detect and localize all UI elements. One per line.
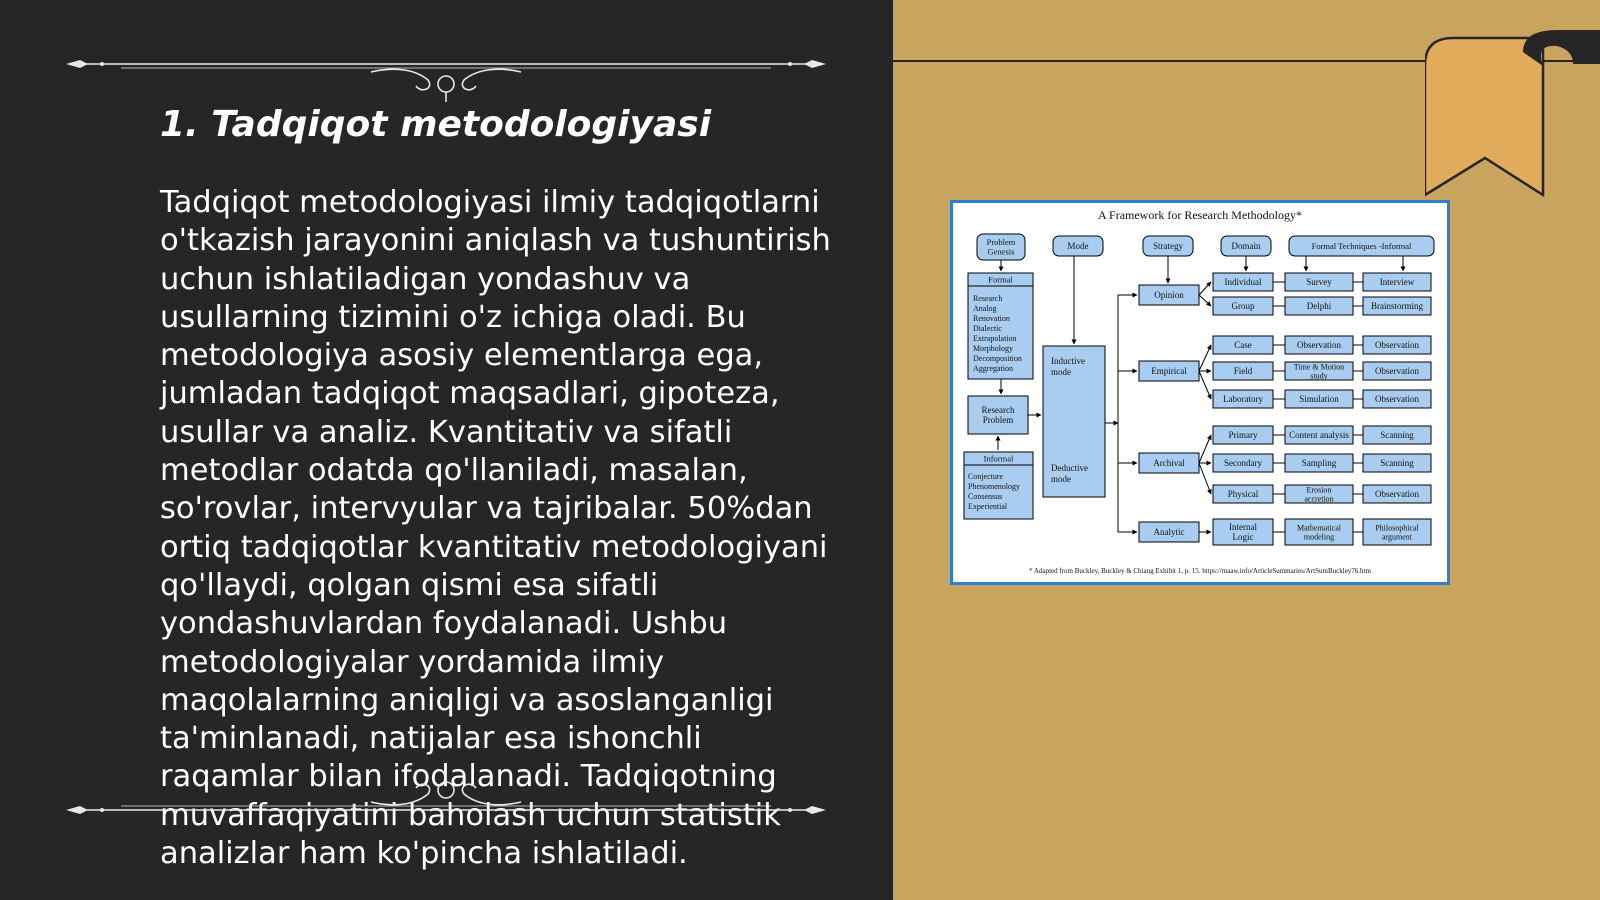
domain-5-label: Primary (1228, 430, 1258, 441)
formal-item: Decomposition (973, 354, 1022, 363)
header-strategy-label: Strategy (1153, 241, 1183, 252)
strategy-1-label: Empirical (1151, 366, 1187, 377)
formal-item: Dialectic (973, 324, 1002, 333)
informal-item: Experiential (968, 502, 1008, 511)
strategy-3-label: Analytic (1153, 527, 1185, 538)
bottom-ornament (66, 772, 826, 832)
diagram-canvas (953, 203, 1447, 582)
domain-8-label: Internal (1229, 522, 1257, 533)
formal-item: Research (973, 294, 1003, 303)
formal-technique-5-label: Content analysis (1289, 430, 1349, 441)
domain-7-label: Physical (1227, 489, 1259, 500)
domain-6-label: Secondary (1224, 458, 1262, 469)
formal-technique-8-label: modeling (1303, 532, 1335, 542)
research-methodology-diagram (950, 200, 1450, 585)
domain-2-label: Case (1234, 340, 1252, 351)
formal-technique-1-label: Delphi (1306, 301, 1332, 312)
header-mode-label: Mode (1067, 241, 1089, 252)
formal-item: Morphology (973, 344, 1013, 353)
formal-technique-7-label: Erosion (1306, 485, 1332, 495)
domain-8-label: Logic (1232, 532, 1254, 543)
informal-technique-8-label: Philosophical (1375, 523, 1419, 533)
formal-item: Analog (973, 304, 997, 313)
slide-title: 1. Tadqiqot metodologiyasi (160, 104, 712, 145)
informal-technique-4-label: Observation (1375, 394, 1419, 405)
header-domain-label: Domain (1231, 241, 1261, 252)
informal-technique-6-label: Scanning (1380, 458, 1414, 469)
formal-technique-6-label: Sampling (1301, 458, 1337, 469)
informal-item: Conjecture (968, 472, 1004, 481)
formal-technique-3-label: study (1310, 371, 1328, 381)
formal-technique-0-label: Survey (1306, 277, 1332, 288)
domain-3-label: Field (1233, 366, 1253, 377)
strategy-0-label: Opinion (1154, 290, 1184, 301)
connector-line (1199, 282, 1211, 295)
diagram-footnote: * Adapted from Buckley, Buckley & Chiang Exhibit 1, p. 15. https://maaw.info/ArticleSummaries/ArtSumBuckley76.htm (1029, 567, 1371, 575)
deductive-label: Deductive (1051, 463, 1088, 473)
informal-technique-1-label: Brainstorming (1371, 301, 1423, 312)
informal-technique-2-label: Observation (1375, 340, 1419, 351)
informal-technique-0-label: Interview (1379, 277, 1415, 288)
deductive-label: mode (1051, 474, 1071, 484)
informal-item: Consensus (968, 492, 1003, 501)
domain-4-label: Laboratory (1223, 394, 1263, 405)
formal-label-label: Formal (988, 274, 1013, 285)
formal-technique-7-label: accretion (1304, 494, 1334, 504)
strategy-2-label: Archival (1153, 458, 1185, 469)
formal-technique-4-label: Simulation (1299, 394, 1339, 405)
header-problem-genesis-label: Genesis (987, 246, 1015, 257)
top-ornament (66, 42, 826, 102)
informal-technique-8-label: argument (1381, 532, 1413, 542)
connector-line (1199, 435, 1211, 463)
inductive-label: mode (1051, 367, 1071, 377)
connector-line (1199, 295, 1211, 306)
header-problem-genesis-label: Problem (986, 237, 1016, 248)
formal-technique-2-label: Observation (1297, 340, 1341, 351)
research-problem-label: Research (981, 405, 1015, 416)
formal-item: Renovation (973, 314, 1010, 323)
bookmark-ribbon (1425, 30, 1600, 205)
formal-item: Extrapolation (973, 334, 1017, 343)
formal-item: Aggregation (973, 364, 1013, 373)
formal-technique-8-label: Mathematical (1297, 523, 1341, 533)
domain-1-label: Group (1231, 301, 1255, 312)
research-problem-label: Problem (982, 415, 1014, 426)
connector-line (1199, 345, 1211, 371)
informal-technique-3-label: Observation (1375, 366, 1419, 377)
informal-technique-7-label: Observation (1375, 489, 1419, 500)
header-techniques-label: Formal Techniques -Informal (1311, 240, 1412, 251)
informal-item: Phenomenology (968, 482, 1020, 491)
slide-body-text: Tadqiqot metodologiyasi ilmiy tadqiqotlarni o'tkazish jarayonini aniqlash va tushuntirish uchun ishlatiladigan yondashuv va usullarning tizimini o'z ichiga oladi. Bu metodologiya asosiy elementlarga ega, jumladan tadqiqot maqsadlari, gipoteza, usullar va analiz. Kvantitativ va sifatli metodlar odatda qo'llaniladi, masalan, so'rovlar, intervyular va tajribalar. 50%dan ortiq tadqiqotlar kvantitativ metodologiyani qo'llaydi, qolgan qismi esa sifatli yondashuvlardan foydalanadi. Ushbu metodologiyalar yordamida ilmiy maqolalarning aniqligi va asoslanganligi ta'minlanadi, natijalar esa ishonchli raqamlar bilan ifodalanadi. Tadqiqotning muvaffaqiyatini baholash uchun statistik analizlar ham ko'pincha ishlatiladi. (160, 185, 831, 872)
formal-technique-3-label: Time & Motion (1293, 362, 1345, 372)
diagram-title: A Framework for Research Methodology* (1098, 208, 1302, 222)
connector-line (1199, 463, 1211, 494)
inductive-label: Inductive (1051, 356, 1085, 366)
domain-0-label: Individual (1224, 277, 1262, 288)
informal-technique-5-label: Scanning (1380, 430, 1414, 441)
informal-label-label: Informal (983, 453, 1014, 464)
connector-line (1199, 371, 1211, 399)
